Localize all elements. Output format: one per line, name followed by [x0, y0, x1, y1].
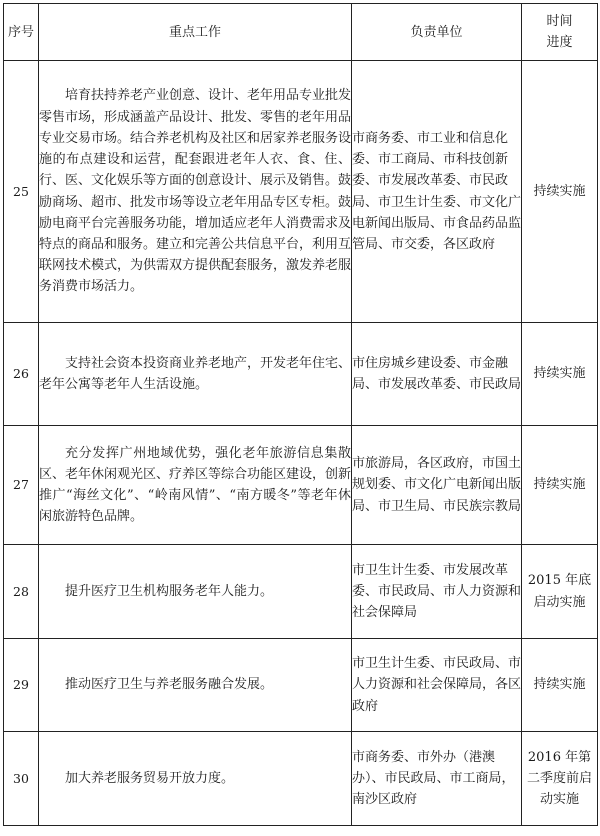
task-text: 充分发挥广州地域优势，强化老年旅游信息集散区、老年休闲观光区、疗养区等综合功能区建设，创新推广“海丝文化”、“岭南风情”、“南方暖冬”等老年休闲旅游特色品牌。: [39, 445, 352, 525]
time-cell: 持续实施: [522, 323, 598, 426]
task-cell: [39, 323, 352, 426]
row-number: 26: [4, 323, 39, 426]
table-row: [4, 323, 598, 426]
task-table: [3, 3, 598, 826]
time-cell: 持续实施: [522, 61, 598, 323]
time-cell: 2015 年底启动实施: [522, 545, 598, 639]
header-task: 重点工作: [39, 4, 352, 61]
row-number: 28: [4, 545, 39, 639]
row-number: 29: [4, 639, 39, 732]
header-unit: 负责单位: [352, 4, 522, 61]
table-row: [4, 61, 598, 323]
table-row: [4, 732, 598, 826]
time-cell: 持续实施: [522, 426, 598, 545]
unit-cell: 市商务委、市外办（港澳办）、市民政局、市工商局，南沙区政府: [352, 732, 522, 826]
header-time-line1: 时间: [546, 14, 573, 29]
time-cell: 2016 年第二季度前启动实施: [522, 732, 598, 826]
task-cell: [39, 732, 352, 826]
task-text: 支持社会资本投资商业养老地产，开发老年住宅、老年公寓等老年人生活设施。: [39, 355, 352, 392]
task-text: 加大养老服务贸易开放力度。: [65, 770, 235, 786]
time-cell: 持续实施: [522, 639, 598, 732]
header-time-line2: 进度: [546, 35, 573, 50]
table-row: [4, 426, 598, 545]
task-cell: [39, 61, 352, 323]
row-number: 25: [4, 61, 39, 323]
unit-cell: 市商务委、市工业和信息化委、市工商局、市科技创新委、市发展改革委、市民政局、市卫生计生委、市文化广电新闻出版局、市食品药品监管局、市交委，各区政府: [352, 61, 522, 323]
header-no: 序号: [4, 4, 39, 61]
row-number: 27: [4, 426, 39, 545]
task-cell: [39, 639, 352, 732]
unit-cell: 市住房城乡建设委、市金融局、市发展改革委、市民政局: [352, 323, 522, 426]
unit-cell: 市旅游局，各区政府，市国土规划委、市文化广电新闻出版局、市卫生局、市民族宗教局: [352, 426, 522, 545]
header-time: [522, 4, 598, 61]
row-number: 30: [4, 732, 39, 826]
unit-cell: 市卫生计生委、市发展改革委、市民政局、市人力资源和社会保障局: [352, 545, 522, 639]
table-header-row: [4, 4, 598, 61]
task-text: 提升医疗卫生机构服务老年人能力。: [65, 583, 274, 599]
task-cell: [39, 426, 352, 545]
task-cell: [39, 545, 352, 639]
task-text: 推动医疗卫生与养老服务融合发展。: [65, 677, 274, 693]
table-row: [4, 545, 598, 639]
unit-cell: 市卫生计生委、市民政局、市人力资源和社会保障局，各区政府: [352, 639, 522, 732]
table-row: [4, 639, 598, 732]
task-text: 培育扶持养老产业创意、设计、老年用品专业批发零售市场，形成涵盖产品设计、批发、零售的老年用品专业交易市场。结合养老机构及社区和居家养老服务设施的布点建设和运营，配套跟进老年人衣、食、住、行、医、文化娱乐等方面的创意设计、展示及销售。鼓励商场、超市、批发市场等设立老年用品专区专柜。鼓励电商平台完善服务功能，增加适应老年人消费需求及特点的商品和服务。建立和完善公共信息平台，利用互联网技术模式，为供需双方提供配套服务，激发养老服务消费市场活力。: [39, 88, 352, 295]
